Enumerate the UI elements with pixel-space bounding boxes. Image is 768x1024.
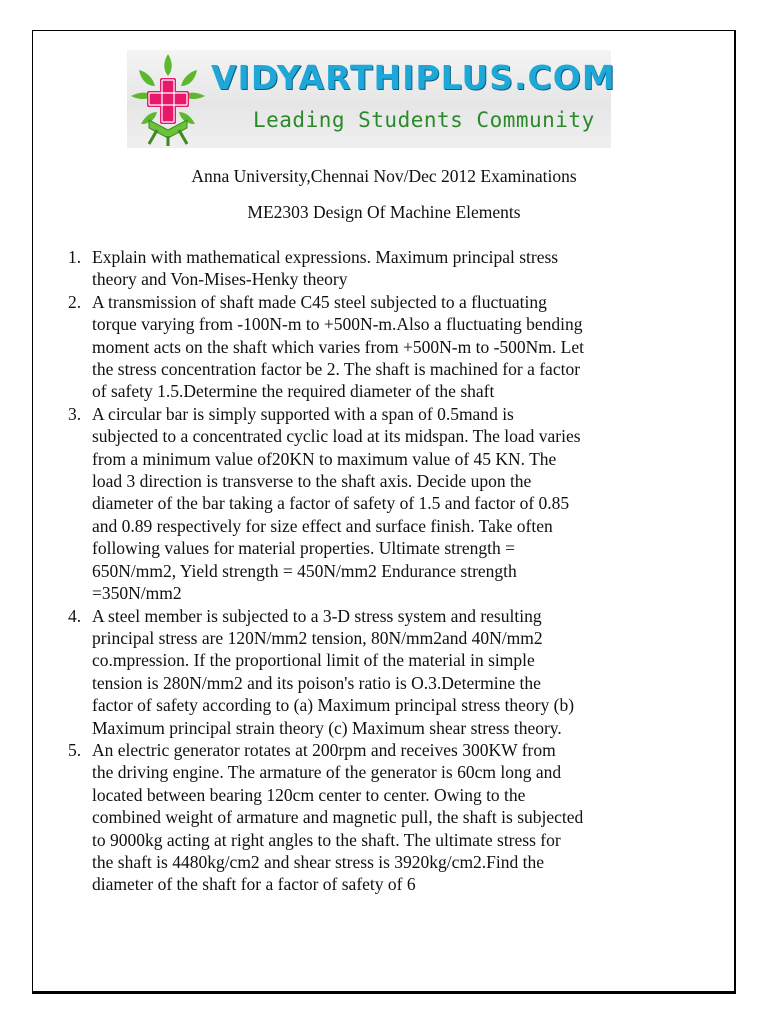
question-line: load 3 direction is transverse to the shaft axis. Decide upon the — [92, 471, 532, 492]
question-line: subjected to a concentrated cyclic load at its midspan. The load varies — [92, 426, 581, 447]
question-line: principal stress are 120N/mm2 tension, 80N/mm2and 40N/mm2 — [92, 627, 543, 648]
question-number: 2. — [68, 291, 82, 312]
question-line: following values for material properties. Ultimate strength = — [92, 538, 515, 559]
question-line: located between bearing 120cm center to center. Owing to the — [92, 784, 526, 805]
logo-banner[interactable] — [127, 50, 616, 148]
question-line: torque varying from -100N-m to +500N-m.Also a fluctuating bending — [92, 314, 583, 335]
question-line: A steel member is subjected to a 3-D stress system and resulting — [92, 605, 542, 626]
question-line: and 0.89 respectively for size effect and surface finish. Take often — [92, 515, 553, 536]
question-item — [68, 739, 676, 896]
question-line: =350N/mm2 — [92, 583, 182, 604]
cross-emblem-icon — [127, 50, 209, 148]
logo-brand-text: VIDYARTHIPLUS.COM — [211, 58, 616, 97]
question-line: to 9000kg acting at right angles to the shaft. The ultimate stress for — [92, 829, 561, 850]
question-line: the driving engine. The armature of the generator is 60cm long and — [92, 762, 562, 783]
question-number: 1. — [68, 247, 82, 267]
question-number: 3. — [68, 403, 82, 424]
question-line: A transmission of shaft made C45 steel subjected to a fluctuating — [92, 291, 547, 312]
question-line: A circular bar is simply supported with a span of 0.5mand is — [92, 403, 514, 424]
question-line: Explain with mathematical expressions. Maximum principal stress — [92, 247, 559, 267]
question-line: theory and Von-Mises-Henky theory — [92, 269, 348, 290]
question-line: factor of safety according to (a) Maximum principal stress theory (b) — [92, 695, 575, 716]
question-item — [68, 246, 676, 291]
question-line: Maximum principal strain theory (c) Maximum shear stress theory. — [92, 717, 562, 738]
question-line: diameter of the shaft for a factor of safety of 6 — [92, 874, 416, 895]
question-item — [68, 403, 676, 605]
question-line: co.mpression. If the proportional limit of the material in simple — [92, 650, 535, 671]
question-number: 4. — [68, 605, 82, 626]
question-number: 5. — [68, 739, 82, 760]
question-list — [68, 246, 676, 896]
subject-title: ME2303 Design Of Machine Elements — [247, 202, 521, 222]
question-item — [68, 291, 676, 403]
question-line: the shaft is 4480kg/cm2 and shear stress is 3920kg/cm2.Find the — [92, 851, 545, 872]
exam-title: Anna University,Chennai Nov/Dec 2012 Examinations — [191, 166, 577, 186]
logo-tagline: Leading Students Community — [253, 108, 595, 132]
question-line: combined weight of armature and magnetic pull, the shaft is subjected — [92, 807, 584, 828]
question-line: tension is 280N/mm2 and its poison's ratio is O.3.Determine the — [92, 672, 541, 693]
question-line: the stress concentration factor be 2. The shaft is machined for a factor — [92, 359, 581, 380]
question-line: moment acts on the shaft which varies from +500N-m to -500Nm. Let — [92, 336, 584, 357]
question-line: of safety 1.5.Determine the required diameter of the shaft — [92, 381, 495, 402]
question-item — [68, 605, 676, 739]
question-line: 650N/mm2, Yield strength = 450N/mm2 Endurance strength — [92, 560, 517, 581]
question-line: from a minimum value of20KN to maximum value of 45 KN. The — [92, 448, 557, 469]
question-line: An electric generator rotates at 200rpm and receives 300KW from — [92, 739, 556, 760]
question-line: diameter of the bar taking a factor of safety of 1.5 and factor of 0.85 — [92, 493, 570, 514]
